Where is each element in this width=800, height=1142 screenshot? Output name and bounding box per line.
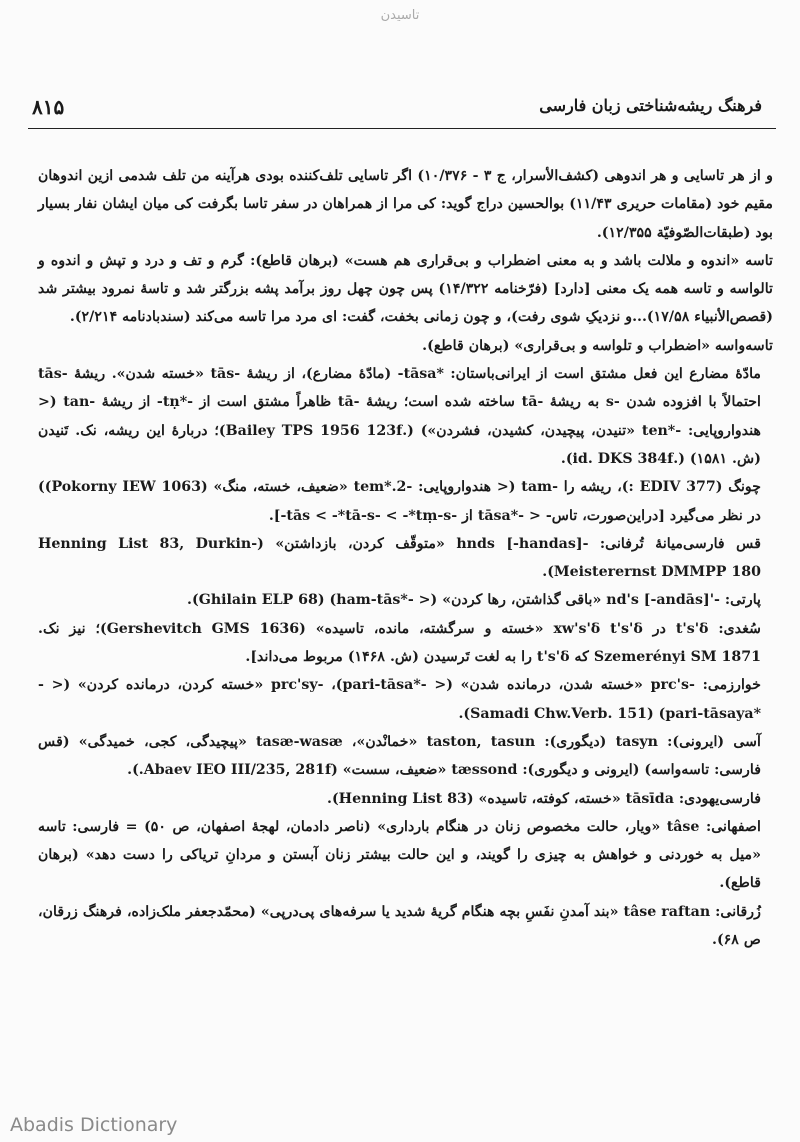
paragraph: فارسی‌یهودی: tāsīda «خسته، کوفته، تاسیده» (Henning List 83). [327,790,761,807]
site-title: تاسیدن [380,8,420,23]
dictionary-entry-body [38,162,773,954]
running-head: فرهنگ ریشه‌شناختی زبان فارسی [539,96,762,115]
paragraph: قس فارسی‌میانهٔ تُرفانی: -hnds [-handas] «متوقّف کردن، بازداشتن» (-Henning List 83, Durkin Meisterernst DMMPP 180). [38,535,761,581]
page-number: ۸۱۵ [32,95,65,119]
paragraph: زُرقانی: tâse raftan «بند آمدنِ نفَسِ بچه هنگام گریهٔ شدید یا سرفه‌های پی‌درپی» (محمّدجعفر ملک‌زاده، فرهنگ زرقان، ص ۶۸). [38,903,761,949]
paragraph: اصفهانی: tâse «ویار، حالت مخصوص زنان در هنگام بارداری» (ناصر دادمان، لهجهٔ اصفهان، ص ۵۰) = فارسی: تاسه «میل به خوردنی و خواهش به چیزی را گویند، و این حالت بیشتر زنان آبستن و مردانِ تریاکی را دست دهد» (برهان قاطع). [38,818,761,892]
paragraph: تاسه «اندوه و ملالت باشد و به معنی اضطراب و بی‌قراری هم هست» (برهان قاطع): گرم و تف و درد و تپش و اندوه و تالواسه و تاسه همه یک معنی [دارد] (فرّخنامه ۱۴/۳۲۲) پس چون چهل روز برآمد پشه بزرگتر شد و تاسهٔ نمرود بیشتر شد (قصص‌الأنبیاء ۱۷/۵۸)...و نزدیکِ شوی رفت)، و چون زمانی بخفت، گفت: ای مرد مرا تاسه می‌کند (سندبادنامه ۲/۲۱۴). [38,252,773,326]
paragraph: سُغدی: t's'δ در xw's'δ t's'δ «خسته و سرگشته، مانده، تاسیده» (Gershevitch GMS 1636)؛ نیز نک. Szemerényi SM 1871 که t's'δ را به لغت تَرسیدن (ش. ۱۴۶۸) مربوط می‌داند]. [38,620,761,666]
paragraph: مادّهٔ مضارع این فعل مشتق است از ایرانی‌باستان: *tāsa- (مادّهٔ مضارع)، از ریشهٔ -tās «خسته شدن». ریشهٔ -tās احتمالاً با افزوده شدن -s به ریشهٔ -tā ساخته شده است؛ ریشهٔ -tā ظاهراً مشتق است از -*tṇ- از ریشهٔ -tan (< هندواروپایی: -*ten «تنیدن، پیچیدن، کشیدن، فشردن») (.Bailey TPS 1956 123f)؛ دربارهٔ این ریشه، نک. تَنیدن (ش. ۱۵۸۱) (.id. DKS 384f). [38,366,761,467]
paragraph: خوارزمی: -prc's «خسته شدن، درمانده شدن» (< -*pari-tāsa)، -prc'sy «خسته کردن، درمانده کردن» (< -*pari-tāsaya) (Samadi Chw.Verb. 151). [38,677,761,722]
paragraph: و از هر تاسایی و هر اندوهی (کشف‌الأسرار، ج ۳ - ۱۰/۳۷۶) اگر تاسایی تلف‌کننده بودی هرآینه من تلف شدمی ازین اندوهان مقیم خود (مقامات حریری ۱۱/۴۳) بوالحسین دراج گوید: کی مرا از همراهان در سفر تاسا بگرفت کی میان ایشان نفار بسیار بود (طبقات‌الصّوفیّة ۱۲/۳۵۵). [38,168,773,241]
header-rule [28,128,776,129]
paragraph: تاسه‌واسه «اضطراب و تلواسه و بی‌قراری» (برهان قاطع). [422,337,773,354]
watermark: Abadis Dictionary [10,1114,178,1136]
paragraph: چونگ (EDIV 377 :)، ریشه را -tam (< هندواروپایی: -2.*tem «ضعیف، خسته، منگ» (Pokorny IEW 1063)) در نظر می‌گیرد [دراین‌صورت، تاس- < -*tāsa از -tās < -*tā-s- < -*tṃ-s-]. [38,479,762,524]
paragraph: آسی (ایرونی): tasyn (دیگوری): taston, tasun «خمانْدن»، tasæ-wasæ «پیچیدگی، کجی، خمیدگی» (قس فارسی: تاسه‌واسه) (ایرونی و دیگوری): tæssond «ضعیف، سست» (Abaev IEO III/235, 281f.). [38,733,761,779]
paragraph: پارتی: -'nd's [-andās] «باقی گذاشتن، رها کردن» (< -*ham-tās) (Ghilain ELP 68). [187,592,761,609]
